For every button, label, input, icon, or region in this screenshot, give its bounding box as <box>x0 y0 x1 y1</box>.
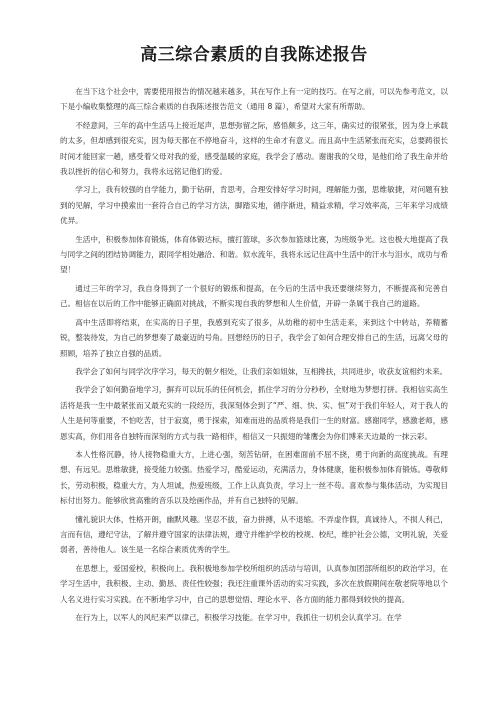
paragraph: 在行为上，以军人的风纪来严以律己，积极学习技能。在学习中，我抓住一切机会认真学习。在学 <box>75 613 402 622</box>
paragraph: 通过三年的学习，我自身得到了一个很好的锻炼和提高，在今后的生活中我还要继续努力，不断提高和完善自己。相信在以后的工作中能够正确面对挑战，不断实现自我的梦想和人生价值，开辟一条属于我自己的道路。 <box>60 283 448 309</box>
paragraph-intro: 在当下这个社会中，需要使用报告的情况越来越多，其在写作上有一定的技巧。在写之前，可以先参考范文，以下是小编收集整理的高三综合素质的自我陈述报告范文（通用 8 篇），希望对大家有所帮助。 <box>60 87 448 112</box>
paragraph: 在思想上，爱国爱校，积极向上。我积极地参加学校所组织的活动与培训，认真参加团部所组织的政治学习，在学习生活中，我积极、主动、勤恳、责任性较强；我还注重课外活动的实习实践，多次在放假期间在敬老院等地以个人名义进行实习实践。在不断地学习中，自己的思想觉悟、理论水平、各方面的能力都得到较快的提高。 <box>60 563 448 604</box>
paragraph: 本人性格沉静，待人接物稳重大方，上进心强，刻苦钻研，在困难面前不屈不挠，勇于向新的高度挑战。有理想、有远见。思维敏捷，接受能力较强。热爱学习，酷爱运动，充满活力，身体健康，能积极参加体育锻炼。尊敬师长，劳动积极，稳重大方，为人坦诚，热爱班级，工作上认真负责，学习上一丝不苟。喜欢参与集体活动，为实现目标付出努力。能够欣赏高雅的音乐以及绘画作品，并有自己独特的见解。 <box>60 449 448 506</box>
paragraph: 我学会了如何与同学次序学习，每天的朝夕相处，让我们亲如姐妹，互相搀扶，共同进步，收获友谊相约未来。 <box>75 366 448 376</box>
paragraph: 不经意间，三年的高中生活马上接近尾声，思想弥留之际，感悟颇多，这三年，确实过的很紧张，因为身上承载的太多，但却感到很充实，因为每天都在不停地奋斗，这样的生命才有意义。而且高中生活紧张而充实，总要踌很长时间才能回家一趟，感受着父母对我的爱，感受温暖的家庭，我学会了感动。谢谢我的父母，是他们给了我生命并给我以挫折的信心和努力，我将永远铭记他们的爱。 <box>60 120 448 177</box>
paragraph: 懂礼貌识大体，性格开朗，幽默风趣。坚忍不拔，奋力拼搏，从不退缩。不弄虚作假，真诚待人，不损人利己，言而有信，遵纪守法，了解并遵守国家的法律法规，遵守并维护学校的校规、校纪，维护社会公德，文明礼貌，关爱弱者，善待他人。该生是一名综合素质优秀的学生。 <box>60 514 448 555</box>
paragraph: 高中生活即将结束，在实高的日子里，我感到充实了很多，从幼稚的初中生活走来，来到这个中转站，养精蓄锐，整装待发，为自己的梦想奏了最豪迈的号角。回想经历的日子，我学会了如何合理安排自己的生活，远离父母的照顾，培养了独立自强的品质。 <box>60 317 448 358</box>
document-title: 高三综合素质的自我陈述报告 <box>140 45 368 65</box>
document-body <box>60 84 448 625</box>
paragraph: 我学会了如何勤奋地学习，摒弃可以玩乐的任何机会，抓住学习的分分秒秒，全财地为梦想打拼。我相信实高生活将是我一生中最紧张而又最充实的一段经历，我深刻体会到了“严、细、快、实、恒”对于我们年轻人，对于我人的人生是何等重要，不怕吃苦，甘于寂寞，勇于探索，知难而进的品质将是我们一生的财富。感谢同学，感激老师，感恩实高，你们用各自独特而深刻的方式与我一路相伴，相信又一只振翅的雏鹰会为你们博来天边最的一抹云彩。 <box>60 385 448 441</box>
paragraph: 学习上，我有较强的自学能力，勤于钻研，肯思考，合理安排好学习时间，理解能力强，思维敏捷，对问题有独到的见解，学习中摸索出一套符合自己的学习方法，脚踏实地，循序渐进，精益求精，学习效率高，三年来学习成绩优异。 <box>60 185 448 226</box>
paragraph: 生活中，积极参加体育锻炼，体育体锻达标，擅打篮球，多次参加篮球比赛，为班级争光。这也极大地提高了我与同学之间的团结协调能力，跟同学相处融洽、和谐。似水流年，我将永远记住高中生活中的汗水与泪水，成功与希望！ <box>60 234 448 275</box>
